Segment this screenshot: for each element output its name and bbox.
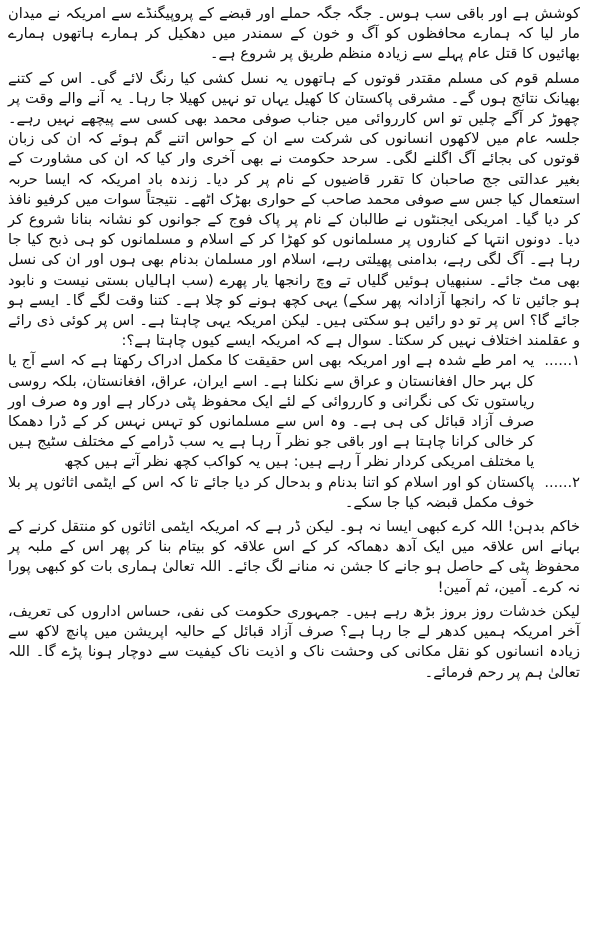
list-item-1-text: یہ امر طے شدہ ہے اور امریکہ بھی اس حقیقت کا مکمل ادراک رکھتا ہے کہ اسے آج یا کل بہر حال افغانستان و عراق سے نکلنا ہے۔ اسے ایران، عراق، افغانستان، بلکہ روسی ریاستوں تک کی نگرانی و کارروائی کے لئے ایک محفوظ پٹی درکار ہے اور وہ صرف اور صرف آزاد قبائل کی ہی ہے۔ وہ اس سے مسلمانوں کو تہس نہس کر کے ڈرا دھمکا کر خالی کرانا چاہتا ہے اور باقی جو نظر آ رہا ہے یہ سب ڈرامے کے مختلف سٹیج ہیں یا مختلف امریکی کردار نظر آ رہے ہیں: ہیں یہ کواکب کچھ نظر آتے ہیں کچھ	[8, 352, 535, 471]
list-item-2-number: ۲......	[544, 473, 580, 491]
paragraph-genocide: مسلم قوم کی مسلم مقتدر قوتوں کے ہاتھوں یہ نسل کشی کیا رنگ لائے گی۔ اس کے کتنے بھیانک نتائج ہوں گے۔ مشرقی پاکستان کا کھیل یہاں تو نہیں کھیلا جا رہا۔ یہ آنے والے وقت پر چھوڑ کر آگے چلیں تو اس کارروائی میں جناب صوفی محمد بھی کسی سے پیچھے نہیں رہے۔ جلسہ عام میں لاکھوں انسانوں کی شرکت سے ان کے حواس اتنے گم ہوئے کہ ان کی زبان قوتوں کی بجائے آگ اگلنے لگی۔ سرحد حکومت نے بھی آخری وار کیا کہ ان کی مشاورت کے بغیر عدالتی جج صاحبان کا تقرر قاضیوں کے نام پر کر دیا۔ زندہ باد امریکہ کہ ایسا حربہ استعمال کیا جس سے صوفی محمد صاحب کے حواری بھڑک اٹھے۔ نتیجتاً سوات میں کرفیو نافذ کر دیا گیا۔ امریکی ایجنٹوں نے طالبان کے نام پر پاک فوج کے جوانوں کو نشانہ بنانا شروع کر دیا۔ دونوں انتہا کے کناروں پر مسلمانوں کو کھڑا کر کے اسلام و مسلمانوں کو ہی ذبح کیا جا رہا ہے۔ آگ لگی رہے، بدامنی پھیلتی رہے، اسلام اور مسلمان بدنام بھی ہوں اور ان کی نسل بھی مٹ جائے۔ سنبھیاں ہوئیں گلیاں تے وچ رانجھا یار پھرے (سب اہالیاں بستی نیست و نابود ہو جائیں تا کہ رانجھا آزادانہ پھر سکے) یہی کچھ ہونے کو چلا ہے۔ کتنا وقت لگے گا۔ ایسے ہو جائے گا؟ اس پر تو دو رائیں ہو سکتی ہیں۔ لیکن امریکہ یہی چاہتا ہے۔ اس پر کوئی ذی رائے و عقلمند اختلاف نہیں کر سکتا۔ سوال ہے کہ امریکہ ایسے کیوں چاہتا ہے؟:	[8, 69, 580, 350]
list-item-2	[8, 473, 580, 513]
paragraph-concerns: لیکن خدشات روز بروز بڑھ رہے ہیں۔ جمہوری حکومت کی نفی، حساس اداروں کی تعریف، آخر امریکہ ہمیں کدھر لے جا رہا ہے؟ صرف آزاد قبائل کے حالیہ اپریشن میں پانچ لاکھ سے زیادہ انسانوں کو نقل مکانی کی وحشت ناک و اذیت ناک کیفیت سے دوچار ہونا پڑے گا۔ اللہ تعالیٰ ہم پر رحم فرمائے۔	[8, 602, 580, 681]
list-item-1	[8, 351, 580, 472]
list-item-1-number: ۱......	[544, 352, 580, 370]
paragraph-intro: کوشش ہے اور باقی سب ہوس۔ جگہ جگہ حملے اور قبضے کے پروپیگنڈے سے امریکہ نے میدان مار لیا کہ ہمارے محافظوں کو آگ و خون کے سمندر میں دھکیل کر ہمارے ہاتھوں ہمارے بھائیوں کا قتل عام پہلے سے زیادہ منظم طریق پر شروع ہے۔	[8, 5, 580, 63]
paragraph-prayer: خاکم بدہن! اللہ کرے کبھی ایسا نہ ہو۔ لیکن ڈر ہے کہ امریکہ ایٹمی اثاثوں کو منتقل کرنے کے بہانے اس علاقہ میں ایک آدھ دھماکہ کر کے اس علاقہ کو بیتام بنا کر پھر اس کے ملبہ پر محفوظ پٹی کے حاصل ہو جانے کا جشن نہ منانے لگ جائے۔ اللہ تعالیٰ ہماری بات کو کبھی پورا نہ کرے۔ آمین، ثم آمین!	[8, 518, 580, 596]
list-item-2-text: پاکستان کو اور اسلام کو اتنا بدنام و بدحال کر دیا جائے تا کہ اس کے ایٹمی اثاثوں پر بلا خوف مکمل قبضہ کیا جا سکے۔	[8, 473, 535, 511]
